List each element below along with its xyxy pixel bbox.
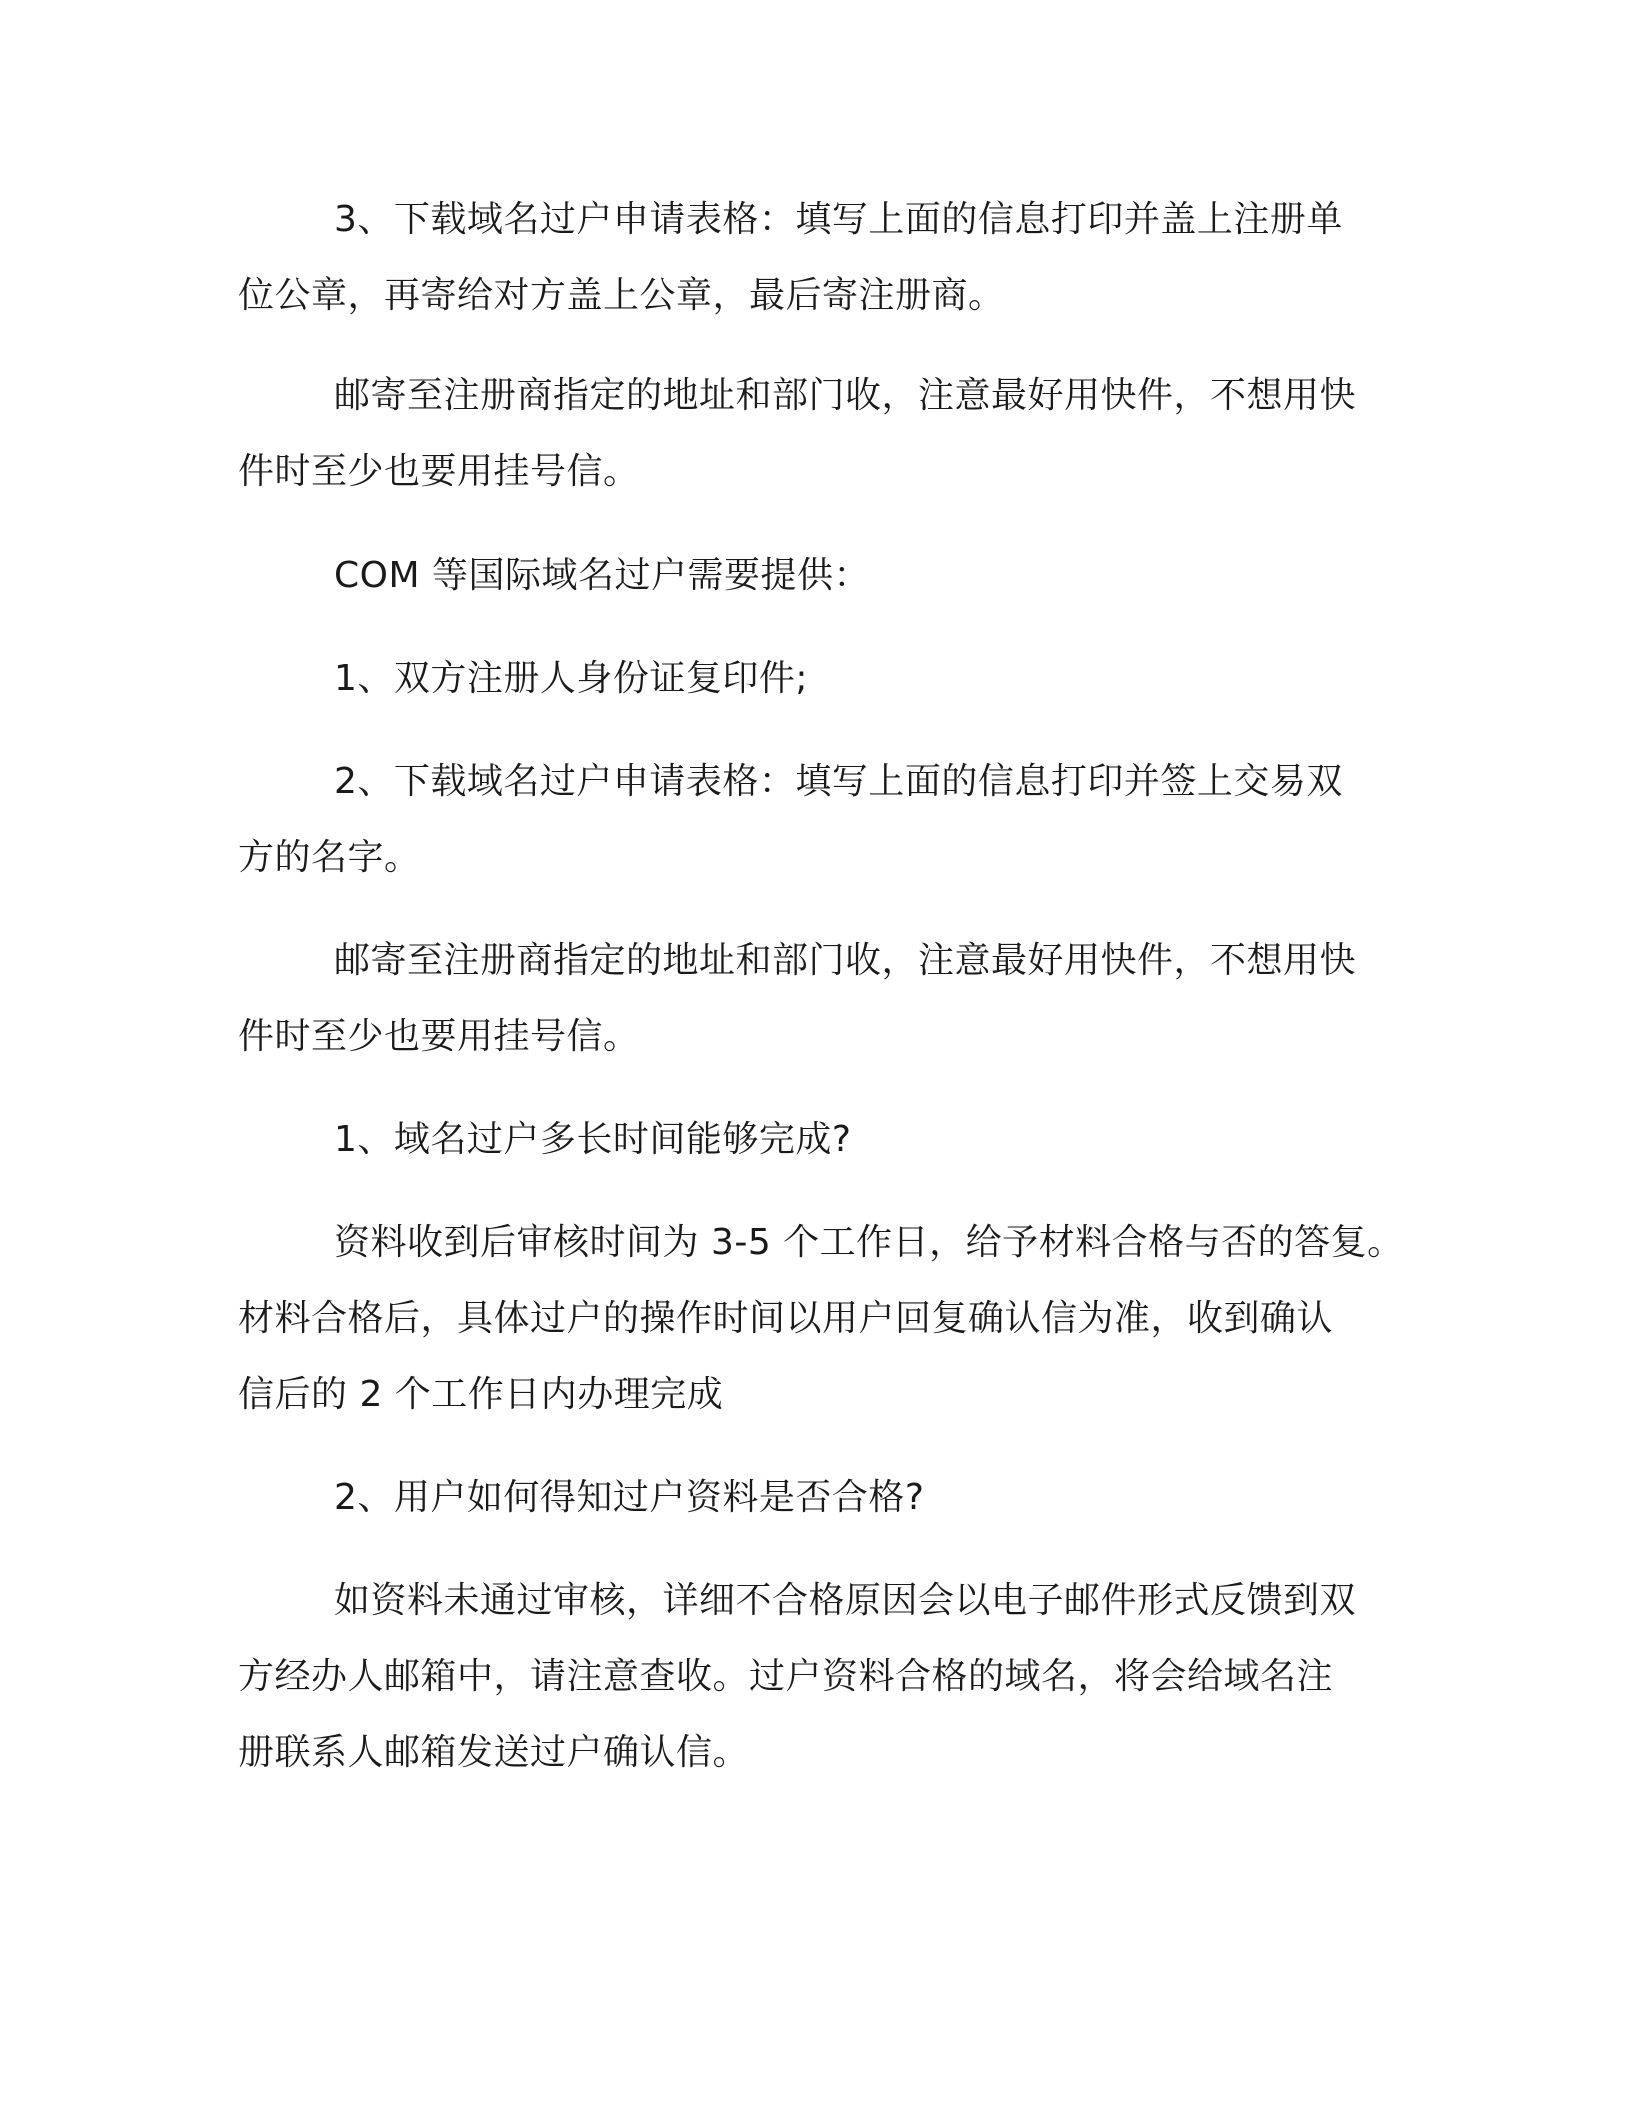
text-line: 1、双方注册人身份证复印件; xyxy=(334,658,809,699)
text-line: 1、域名过户多长时间能够完成? xyxy=(334,1119,852,1160)
text-line: 邮寄至注册商指定的地址和部门收，注意最好用快件，不想用快 xyxy=(334,940,1357,981)
text-line: 方的名字。 xyxy=(238,837,421,878)
text-line: 信后的 2 个工作日内办理完成 xyxy=(238,1374,724,1415)
text-line: COM 等国际域名过户需要提供： xyxy=(334,555,870,596)
text-line: 件时至少也要用挂号信。 xyxy=(238,451,640,492)
text-line: 方经办人邮箱中，请注意查收。过户资料合格的域名，将会给域名注 xyxy=(238,1656,1334,1697)
text-line: 位公章，再寄给对方盖上公章，最后寄注册商。 xyxy=(238,275,1005,316)
text-line: 如资料未通过审核，详细不合格原因会以电子邮件形式反馈到双 xyxy=(334,1580,1357,1621)
text-line: 件时至少也要用挂号信。 xyxy=(238,1016,640,1057)
text-line: 资料收到后审核时间为 3-5 个工作日，给予材料合格与否的答复。 xyxy=(334,1222,1404,1263)
text-line: 2、用户如何得知过户资料是否合格? xyxy=(334,1477,925,1518)
text-line: 3、下载域名过户申请表格：填写上面的信息打印并盖上注册单 xyxy=(334,199,1343,240)
text-line: 材料合格后，具体过户的操作时间以用户回复确认信为准，收到确认 xyxy=(238,1298,1334,1339)
text-line: 2、下载域名过户申请表格：填写上面的信息打印并签上交易双 xyxy=(334,761,1343,802)
text-line: 邮寄至注册商指定的地址和部门收，注意最好用快件，不想用快 xyxy=(334,375,1357,416)
text-line: 册联系人邮箱发送过户确认信。 xyxy=(238,1732,750,1773)
